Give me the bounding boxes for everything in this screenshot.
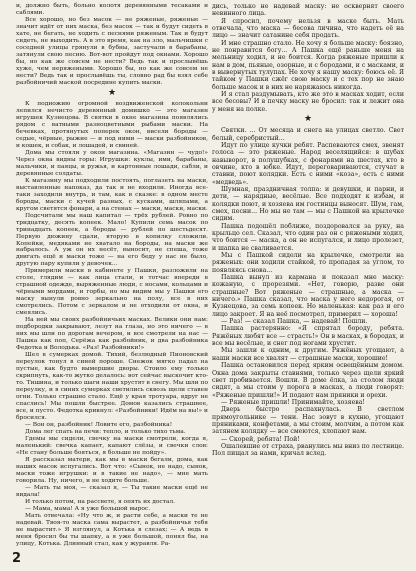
paragraph: Дома лег спать на печи: тепло, и только тихо тьма. xyxy=(25,429,186,436)
paragraph: И мне страшно стало. Не хочу я больше маску: боязно, не понравится богу... А Пашка ещё раньше меня на мельницу ходил, и не боится. Когда ряженые пришли к нам в дом, пьяные, озорные, и с бородами, и с масками, и в вывернутых тулупах. Не хочу я нашу маску: боюсь её. Я тайком у Пашки сжёг свою маску и с тех пор не знаю больше масок и в них не наряжаюсь никогда. xyxy=(212,39,404,91)
paragraph: Гдемы мы сидели, свечку на маски смотрели, когда я, маленький: свечка капает, капают слёзы, и свечки слов: «Не стану больше бояться, я больше не пойду». xyxy=(16,436,208,457)
paragraph: Подсчитали мы наш капитал — трёх рублей. Ровно по тридцатку, десять копеек. Мало! Купили семь масок по тринадцать копеек, а бороды — рублей по шестьдесят. Первую дюжину сдали, вторую в копилку сложили. Копейки, медяками не хватало на бороды, на маски же набралось. А уж он их несёт, выносит, не спеша, тоже двигать ещё и маски тоже — на его беду у нас не было, другую пару купили у девочек... xyxy=(16,212,208,268)
paragraph: — Вон он, разбойник! Ловите его, разбойника! xyxy=(25,422,173,429)
right-column xyxy=(212,3,404,458)
paragraph: На ней мы своих разбойничьих масках. Велики они нам: подбородки закрывают, лезут на глаза, но это ничего — в них мы шли по дорогам вечером, и все смотрели на нас — Пашка как поп, Серёжа как разбойник, и два разбойника Федотка и Володька. «Раз! Разбойники!» xyxy=(16,317,208,352)
paragraph: Все хорошо, но без масок — не ряженые, ряженые — значит идёт от них маска, без масок — так и будут сидеть в хате, не бегать, не ходить с песнями ряженым. Так и будут сидеть, не выходить. А в это время, как на зло, мальчишки с соседней улицы грянули в бубны, застучали в барабаны, затянули свою песню. Вот-вот пройдут под окнами. Хорошо бы, но как же совсем не нести? Ведь так и прослывёшь хуже, чем неряжеными. Хорошо бы, но как же совсем не нести? Ведь так и прослывёшь ты, словно рад бы взял себе разбойничий маской посредине купить маски. xyxy=(16,16,208,86)
left-column xyxy=(16,3,208,548)
paragraph: Святки. ... От месяца и снега на улицах светло. Свет белый, серебристый... xyxy=(212,127,404,142)
paragraph: — Скорей, ребята! Пой! xyxy=(221,435,300,443)
paragraph: Мы зашли к одним, к другим. Ряжёных угощают, а наши маски все хвалят — страшные маски, хорошие! xyxy=(212,347,404,362)
paragraph: Шел в сумерках домой. Тихий, безлюдный Пионовский переулок тонул в синей пороше. Снежок мягко падал на пустые, как будто вымершие дворы. Стоило ему только скрипнуть, как-то жутко делалось: вот сейчас выскочит кто-то. Тишина, и только шаги наши хрустят в снегу. Мы шли по переулку, и в синих сумерках светились сквозь щели ставен огни. Только страшно стало. Ещё у края тротуара, вдруг не спаслись! Мы пошли быстрее. Домов казались страшнее, все, и пусто. Федотка крикнул: «Разбойники! Идём на вы!» и бросился. xyxy=(16,352,208,422)
paragraph: И только потом, на рассвете, я опять их достал. xyxy=(25,498,176,505)
paragraph: — Мама, мама! А я уже большой вырос. xyxy=(25,505,151,512)
paragraph: Примерили маски в кабинете у Пашки, разложили на столе, глядим — как лица стали, и тотчас впереди в страшной одежде, выряженные люди, с носами, кольцами и чёрными мордами, и горбы, но мы видим мы у Пашки его маску вынули ровно зеркально на полу, все в них смотрелись. Потом с зеркалом и не отходили от окна, и смеялись. xyxy=(16,268,208,317)
left-section-1 xyxy=(16,3,208,87)
paragraph: — Ряженые пришли! Принимайте, хозяева! xyxy=(221,398,365,406)
paragraph: Пашка остановился перед ярким освещённым домом. Окна дома закрыты ставнями, только через щели яркий свет пробивается. Вошли. В доме ёлка, за столом люди сидят, а мы стоим у порога в масках, а люди говорят: «Ряженые пришли!» И подают нам пряники и орехи. xyxy=(212,362,404,399)
paragraph: Ошалевшие от страха, рванулись мы вниз по лестнице. Пол пищал за нами, кричал вслед. xyxy=(212,442,404,458)
section-divider-star: ★ xyxy=(303,114,313,125)
paragraph: Я рассказал матери, как мы в маски бегали, дома, как наших масок испугались. Вот что: «Сынок, не надо, сынок, маски тоже игрушки: и в такие не надо», — мне мать говорила. Ну, ничего, и не ходите больше. xyxy=(16,457,208,484)
paragraph: Идут по улице кучки ребят. Распеваются смех, звенят голоса — это ряженые. Народ веселящийся: в шубах навыворот, в полушубках, с фонарями на шестах, кто в овчине, кто в юбке. Идут, переговариваются, стучат в ставни, поют колядки. Есть с ними «коза», есть с ними «медведь». xyxy=(212,141,404,186)
paragraph: Пашка растерянно: «Я спрятал бороду, ребята. Ряжёных любят все — страсть!» Он в масках, в бородах, и все мы весёлые, и снег под ногами хрустит. xyxy=(212,325,404,348)
left-section-2 xyxy=(16,101,208,548)
paragraph: Пашка вынул из кармана и показал мне маску: кожаную, с прорезями. «Нет, говорю, разве они страшные? Вот ряженые — страшные, а маска — ничего.» Пашка сказал, что маска у него недорогая, от Кузнецова, за семь копеек. Но маленькая: как раз и его лицо закроет. Я на неё посмотрел, примерил — хороша! xyxy=(212,274,404,318)
paragraph: И я стал раздумывать, кто же это в масках ходит, если все бесовы? И в печку маску не бросил: так и лежит она у меня на полке. xyxy=(212,91,404,113)
paragraph: Я спросил, почему нельзя в маске быть. Мать отвечала, что маска — бесова личина, что надеть её на лицо — значит сатанине себя продать. xyxy=(212,17,404,40)
paragraph: Мать отвечала: «Ну что ж, и расти себе, а маски те не надевай. Твоя-то маска сама вырастет, а разбойничья тебя не вырастит.» Я взглянул, а Котька в слезах; — А ведь в меня бросил бы ты шапку, а я уже большой, понял бы, на улицу, Котька. Длинный стал, как у журавля. Ра- xyxy=(16,512,208,547)
paragraph: дись, только не надевай маску: не осквернят своего невинного лица. xyxy=(212,3,404,18)
paragraph: Шумная, праздничная толпа: и девушки, и парни, и дети, — нарядные, весёлые. Все подходят к избам, и колядки поют, и хозяева им гостинцы выносят. Шум, гам, смех, песни... Но мы не там — мы с Пашкой на крылечке сидим. xyxy=(212,185,404,223)
paragraph: Пашка подошёл поближе, поздоровался за руку, на крыльцо сел. Сказал, что один раз он с ряжеными ходил, что боится — маска, а он не испугался, и лицо пролезет, и шапка не сваливается. xyxy=(212,222,404,252)
section-divider-star: ★ xyxy=(107,87,117,98)
paragraph: Дверь быстро распахнулась. В светлом прямоугольнике — тени. Нас зовут в кухню, угощают пряниками, конфетами, а мы стоим, молчим, а потом как затянем колядку — все смеются, хлопают нам. xyxy=(212,406,404,436)
paragraph: К подножию огромной воздвиженской колокольни лепился нечисто деревянный домишко — это магазин игрушек Кузнецова. В святки в окне магазина появлялись рядом с ватными разноцветными рыбами маски. На бечевках, протянутых поперек окон, висели бороды — седые, чёрные, рыжие — и под ними — маски разбойников, и кошек, и собак, и лошадей, и свиней. xyxy=(16,100,208,149)
paragraph: Дома мы стояли у окон магазина. «Магазин — чудо!» Через окна видны горы: Игрушки: куклы, ими, барабаны, мальчики, и паяцы, и ружья, и картонные лошади, сабли, и деревянные солдаты. xyxy=(16,149,208,177)
paragraph: и, должно быть, больно колотя деревянными тесаками и саблями. xyxy=(16,3,208,16)
paragraph: К магазину мы подходили постоять, поглазеть на маски, выставленные напоказ, да так и не входили. Иногда все-таки заходили внутрь, и там, как в сказке: в одном месте бороды, маски с кучей разных, с кусками, шляпами, а кругом светятся фонари, а на стенах — маски, маски, маски. xyxy=(16,177,208,212)
paragraph: — Мать ты моя, — сказал я, — Ты такие маски ещё не видала! xyxy=(16,484,208,498)
paragraph: — Раз! — сказал Пашка, — надевай! Пошли. xyxy=(221,318,368,326)
page-number: 2 xyxy=(12,551,22,566)
right-section-1 xyxy=(212,3,404,113)
right-section-2 xyxy=(212,127,404,457)
paragraph: Мы с Пашкой сидели на крылечке, смотрели на ряженых: они ходили стайкой, то пропадая за углом, то появляясь снова... xyxy=(212,252,404,274)
